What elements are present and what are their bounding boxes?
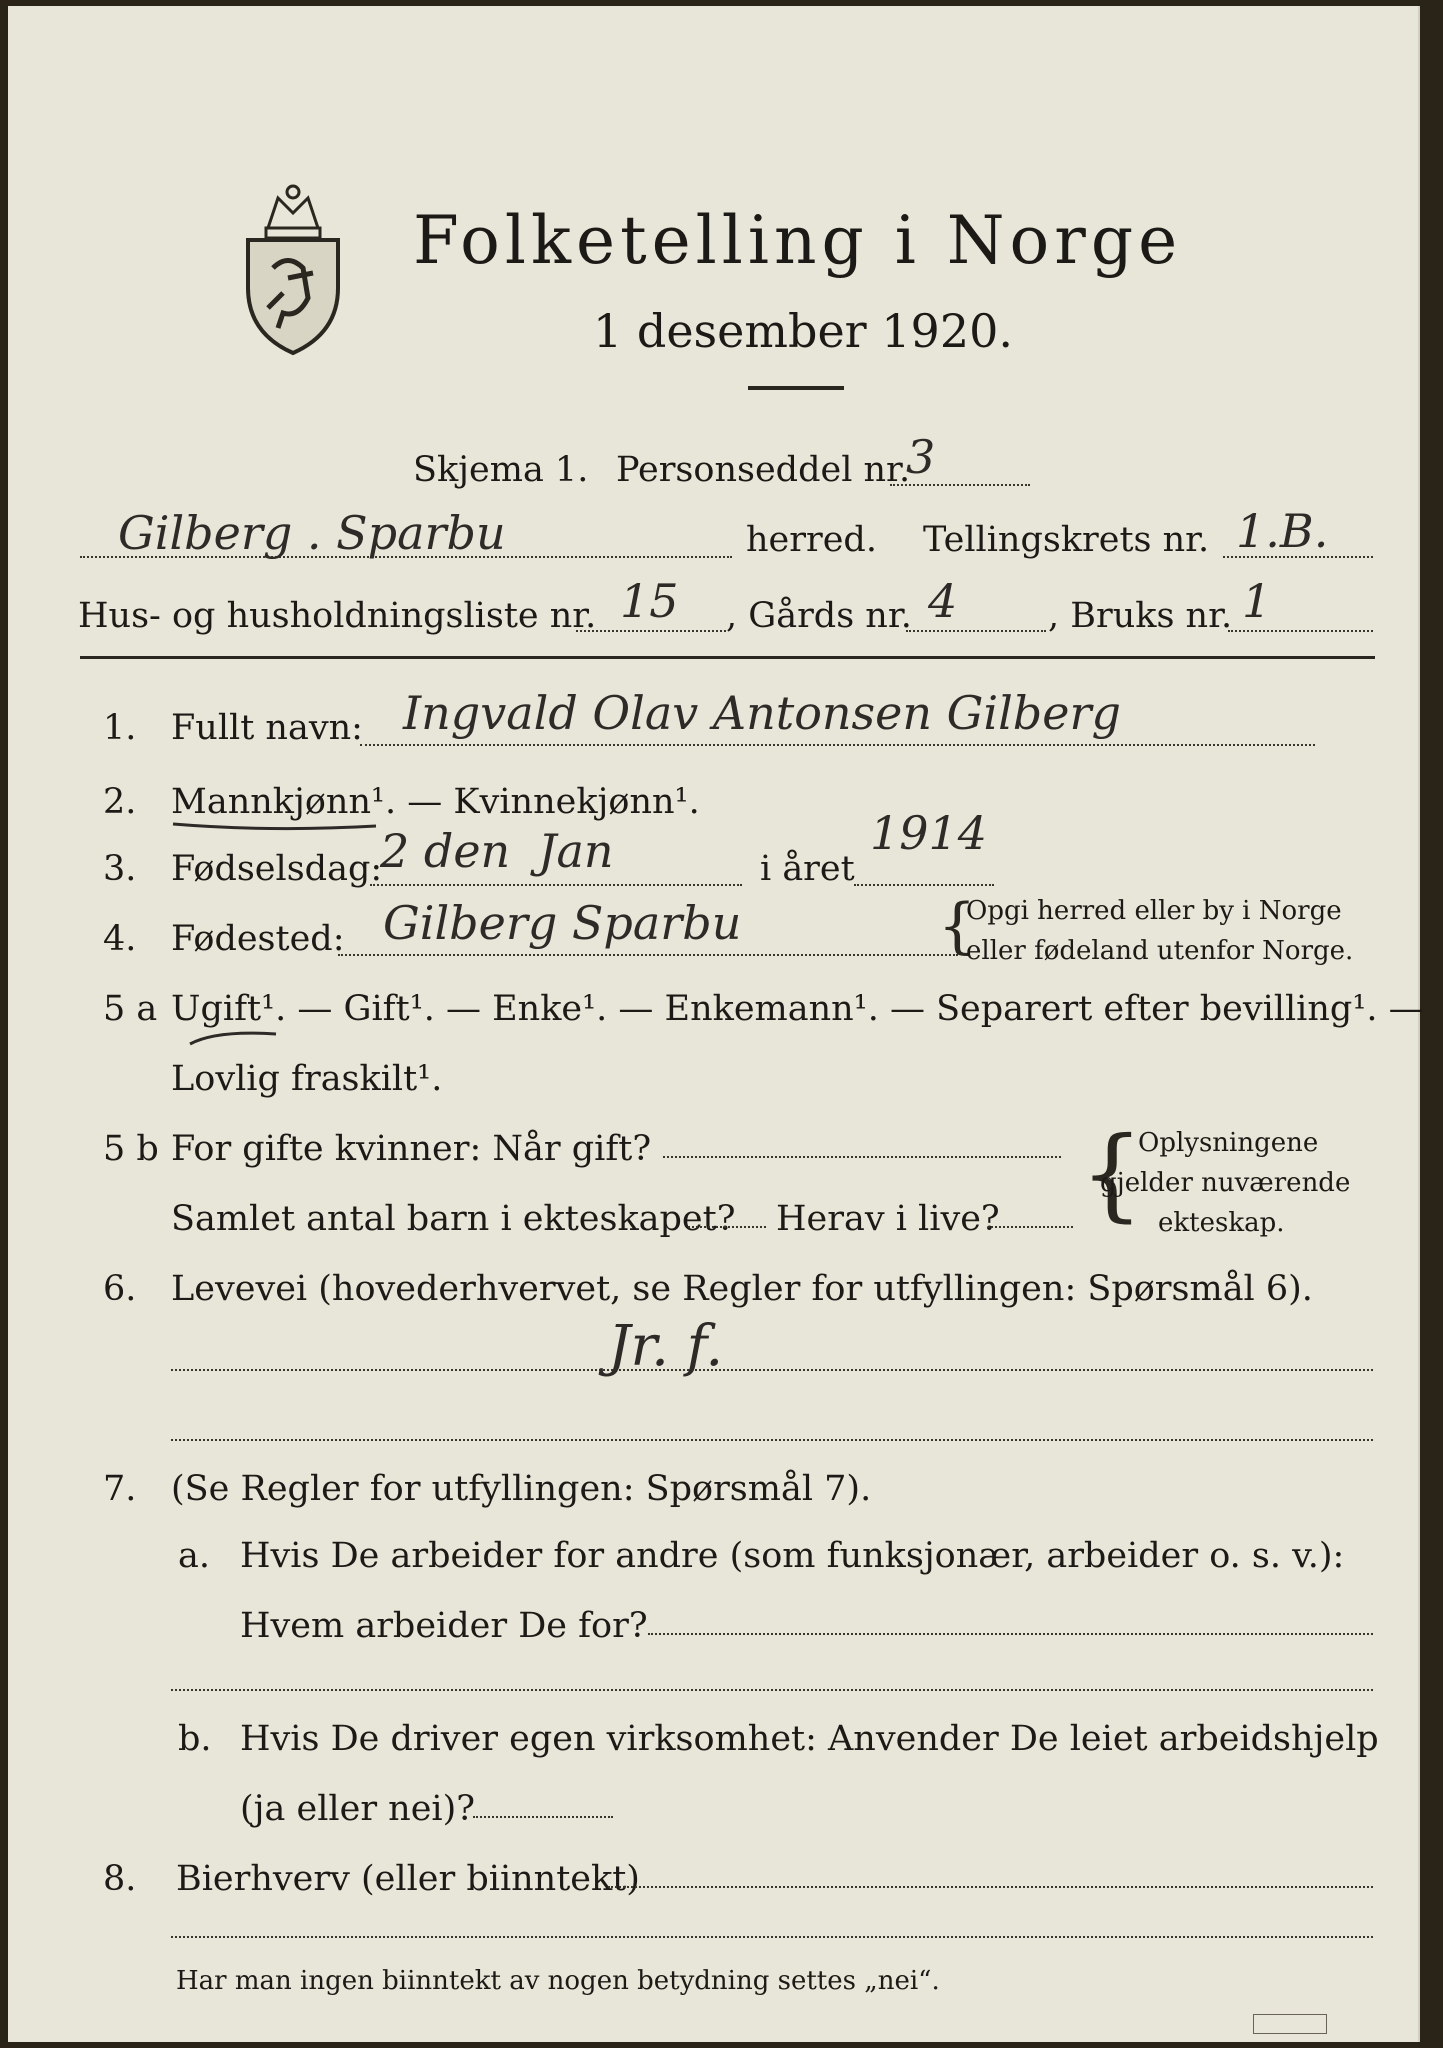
municipality-value[interactable]: Gilberg . Sparbu xyxy=(118,506,506,560)
q5b-note2: gjelder nuværende xyxy=(1100,1168,1351,1198)
q7a-employer-line xyxy=(648,1633,1373,1635)
q6-number: 6. xyxy=(103,1269,137,1309)
q4-brace: { xyxy=(938,891,977,961)
q2-label: Mannkjønn¹. — Kvinnekjønn¹. xyxy=(171,782,700,822)
q4-birthplace-value[interactable]: Gilberg Sparbu xyxy=(383,896,742,950)
q7a-extra-line xyxy=(171,1689,1373,1691)
q3-year-label: i året xyxy=(760,849,855,889)
skjema-label: Skjema 1. xyxy=(413,450,589,490)
q8-line2 xyxy=(171,1936,1373,1938)
q8-line1 xyxy=(608,1886,1373,1888)
personseddel-value[interactable]: 3 xyxy=(906,430,936,484)
q7b-number: b. xyxy=(178,1719,212,1759)
printer-stamp xyxy=(1253,2014,1327,2034)
husliste-label: Hus- og husholdningsliste nr. xyxy=(78,596,597,636)
footer-note: Har man ingen biinntekt av nogen betydning settes „nei“. xyxy=(176,1966,940,1996)
q4-note-line1: Opgi herred eller by i Norge xyxy=(966,896,1342,926)
husliste-value[interactable]: 15 xyxy=(620,574,679,628)
mannkjonn-underline-mark xyxy=(171,818,381,834)
q5b-number: 5 b xyxy=(103,1129,159,1169)
q3-year-line xyxy=(854,884,994,886)
tellingskrets-label: Tellingskrets nr. xyxy=(923,520,1210,560)
q3-label: Fødselsdag: xyxy=(171,849,383,889)
husliste-line xyxy=(576,630,726,632)
q3-year-value[interactable]: 1914 xyxy=(870,806,988,860)
form-title: Folketelling i Norge xyxy=(413,202,1183,279)
q1-number: 1. xyxy=(103,708,137,748)
title-divider xyxy=(748,386,844,390)
q5b-note3: ekteskap. xyxy=(1158,1208,1285,1238)
q3-number: 3. xyxy=(103,849,137,889)
q7b-answer-line xyxy=(473,1816,613,1818)
q6-label: Levevei (hovederhvervet, se Regler for utfyllingen: Spørsmål 6). xyxy=(171,1269,1313,1309)
q4-label: Fødested: xyxy=(171,919,345,959)
q6-line1 xyxy=(171,1369,1373,1371)
q1-line xyxy=(360,744,1315,746)
q5b-brace: { xyxy=(1080,1115,1144,1232)
gards-value[interactable]: 4 xyxy=(928,574,958,628)
q4-line xyxy=(338,954,958,956)
q7a-line1: Hvis De arbeider for andre (som funksjonær, arbeider o. s. v.): xyxy=(240,1536,1345,1576)
bruks-label: , Bruks nr. xyxy=(1048,596,1233,636)
q7b-line1: Hvis De driver egen virksomhet: Anvender De leiet arbeidshjelp xyxy=(240,1719,1379,1759)
herred-label: herred. xyxy=(746,520,877,560)
header-divider xyxy=(80,656,1375,659)
q5b-children-line xyxy=(688,1226,766,1228)
q5b-note1: Oplysningene xyxy=(1138,1128,1319,1158)
q3-month-value[interactable]: Jan xyxy=(538,824,614,878)
q4-note-line2: eller fødeland utenfor Norge. xyxy=(966,936,1354,966)
q7a-line2: Hvem arbeider De for? xyxy=(240,1606,648,1646)
q7-number: 7. xyxy=(103,1469,137,1509)
personseddel-line xyxy=(890,484,1030,486)
tellingskrets-value[interactable]: 1.B. xyxy=(1236,504,1329,558)
census-form-page xyxy=(8,6,1424,2042)
gards-line xyxy=(906,630,1046,632)
q1-label: Fullt navn: xyxy=(171,708,363,748)
q5a-number: 5 a xyxy=(103,989,158,1029)
q5b-line1: For gifte kvinner: Når gift? xyxy=(171,1129,652,1169)
bruks-line xyxy=(1228,630,1373,632)
q6-line2 xyxy=(171,1439,1373,1441)
form-date: 1 desember 1920. xyxy=(593,304,1013,358)
q8-label: Bierhverv (eller biinntekt) xyxy=(176,1859,640,1899)
gards-label: , Gårds nr. xyxy=(726,596,912,636)
q5a-line2: Lovlig fraskilt¹. xyxy=(171,1059,443,1099)
q7a-number: a. xyxy=(178,1536,210,1576)
personseddel-label: Personseddel nr. xyxy=(616,450,911,490)
q5b-line2b: Herav i live? xyxy=(776,1199,1000,1239)
q4-number: 4. xyxy=(103,919,137,959)
q6-occupation-value[interactable]: Jr. f. xyxy=(608,1314,724,1379)
q7b-line2: (ja eller nei)? xyxy=(240,1789,476,1829)
q3-day-line xyxy=(370,884,742,886)
q3-day-value[interactable]: 2 den xyxy=(380,824,511,878)
q7-label: (Se Regler for utfyllingen: Spørsmål 7). xyxy=(171,1469,872,1509)
q8-number: 8. xyxy=(103,1859,137,1899)
q5a-line1: Ugift¹. — Gift¹. — Enke¹. — Enkemann¹. — Separert efter bevilling¹. — xyxy=(171,989,1424,1029)
q5b-line2a: Samlet antal barn i ekteskapet? xyxy=(171,1199,736,1239)
q2-number: 2. xyxy=(103,782,137,822)
q5b-alive-line xyxy=(988,1226,1073,1228)
norway-coat-of-arms-icon xyxy=(238,178,348,358)
ugift-underline-mark xyxy=(186,1024,286,1052)
q5b-married-line xyxy=(663,1156,1061,1158)
q1-full-name-value[interactable]: Ingvald Olav Antonsen Gilberg xyxy=(403,686,1121,740)
bruks-value[interactable]: 1 xyxy=(1242,574,1272,628)
